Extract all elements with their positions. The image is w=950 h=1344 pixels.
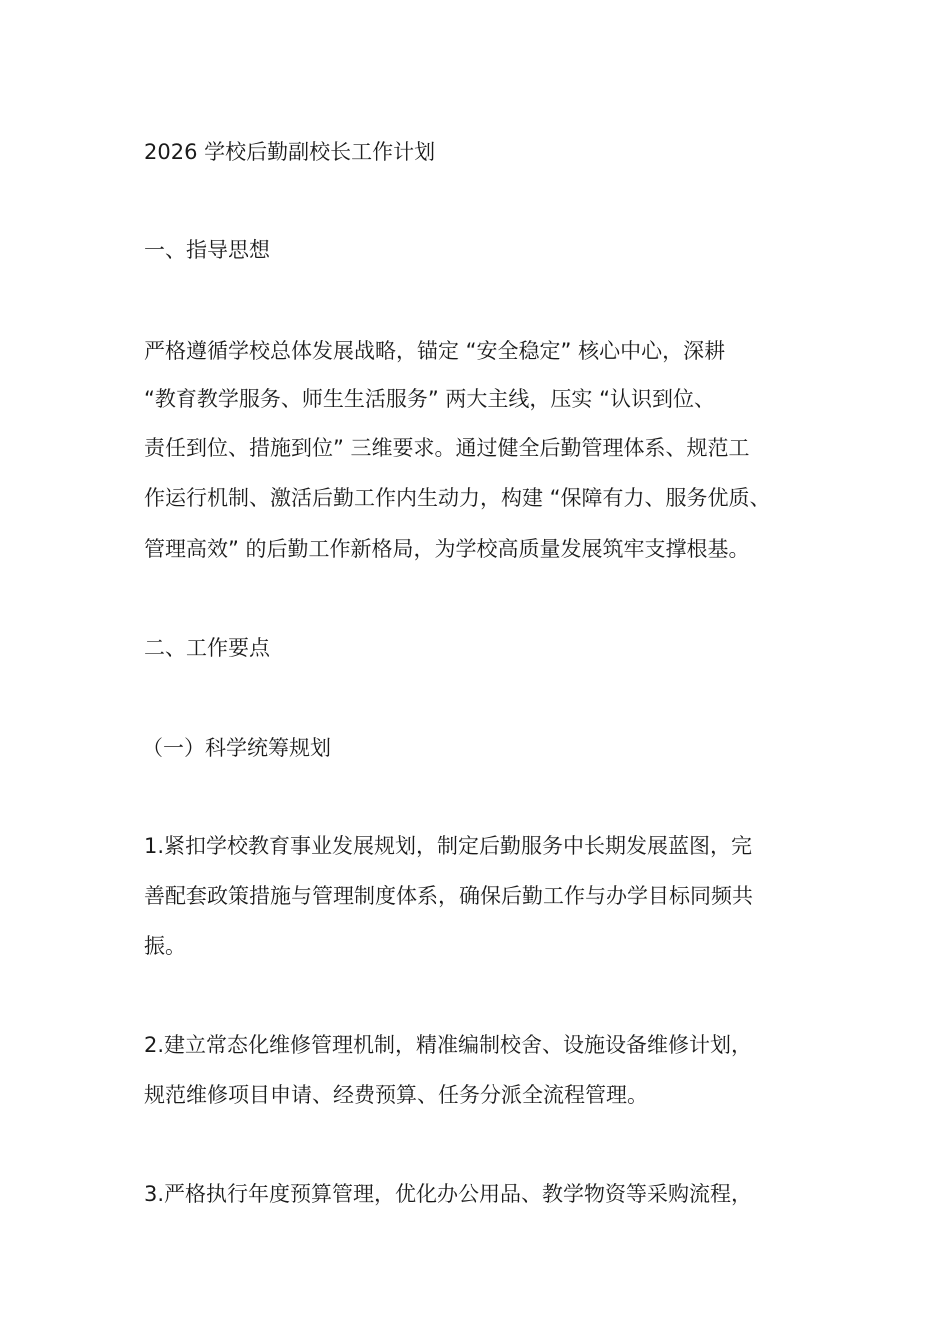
section-heading-guiding-ideology: 一、指导思想 [144,238,270,262]
list-item-line: 3.严格执行年度预算管理，优化办公用品、教学物资等采购流程， [144,1182,753,1206]
list-item-line: 2.建立常态化维修管理机制，精准编制校舍、设施设备维修计划， [144,1033,753,1057]
subsection-heading: （一）科学统筹规划 [142,736,331,760]
paragraph-line: 管理高效” 的后勤工作新格局，为学校高质量发展筑牢支撑根基。 [144,537,750,561]
document-title: 2026 学校后勤副校长工作计划 [144,140,436,164]
list-item-line: 1.紧扣学校教育事业发展规划，制定后勤服务中长期发展蓝图，完 [144,834,753,858]
list-item-line: 规范维修项目申请、经费预算、任务分派全流程管理。 [144,1083,648,1107]
paragraph-line: 严格遵循学校总体发展战略，锚定 “安全稳定” 核心中心，深耕 [144,339,726,363]
paragraph-line: “教育教学服务、师生生活服务” 两大主线，压实 “认识到位、 [144,387,715,411]
section-heading-work-points: 二、工作要点 [144,636,270,660]
list-item-line: 善配套政策措施与管理制度体系，确保后勤工作与办学目标同频共 [144,884,753,908]
list-item-line: 振。 [144,934,186,958]
paragraph-line: 责任到位、措施到位” 三维要求。通过健全后勤管理体系、规范工 [144,436,750,460]
paragraph-line: 作运行机制、激活后勤工作内生动力，构建 “保障有力、服务优质、 [144,486,771,510]
